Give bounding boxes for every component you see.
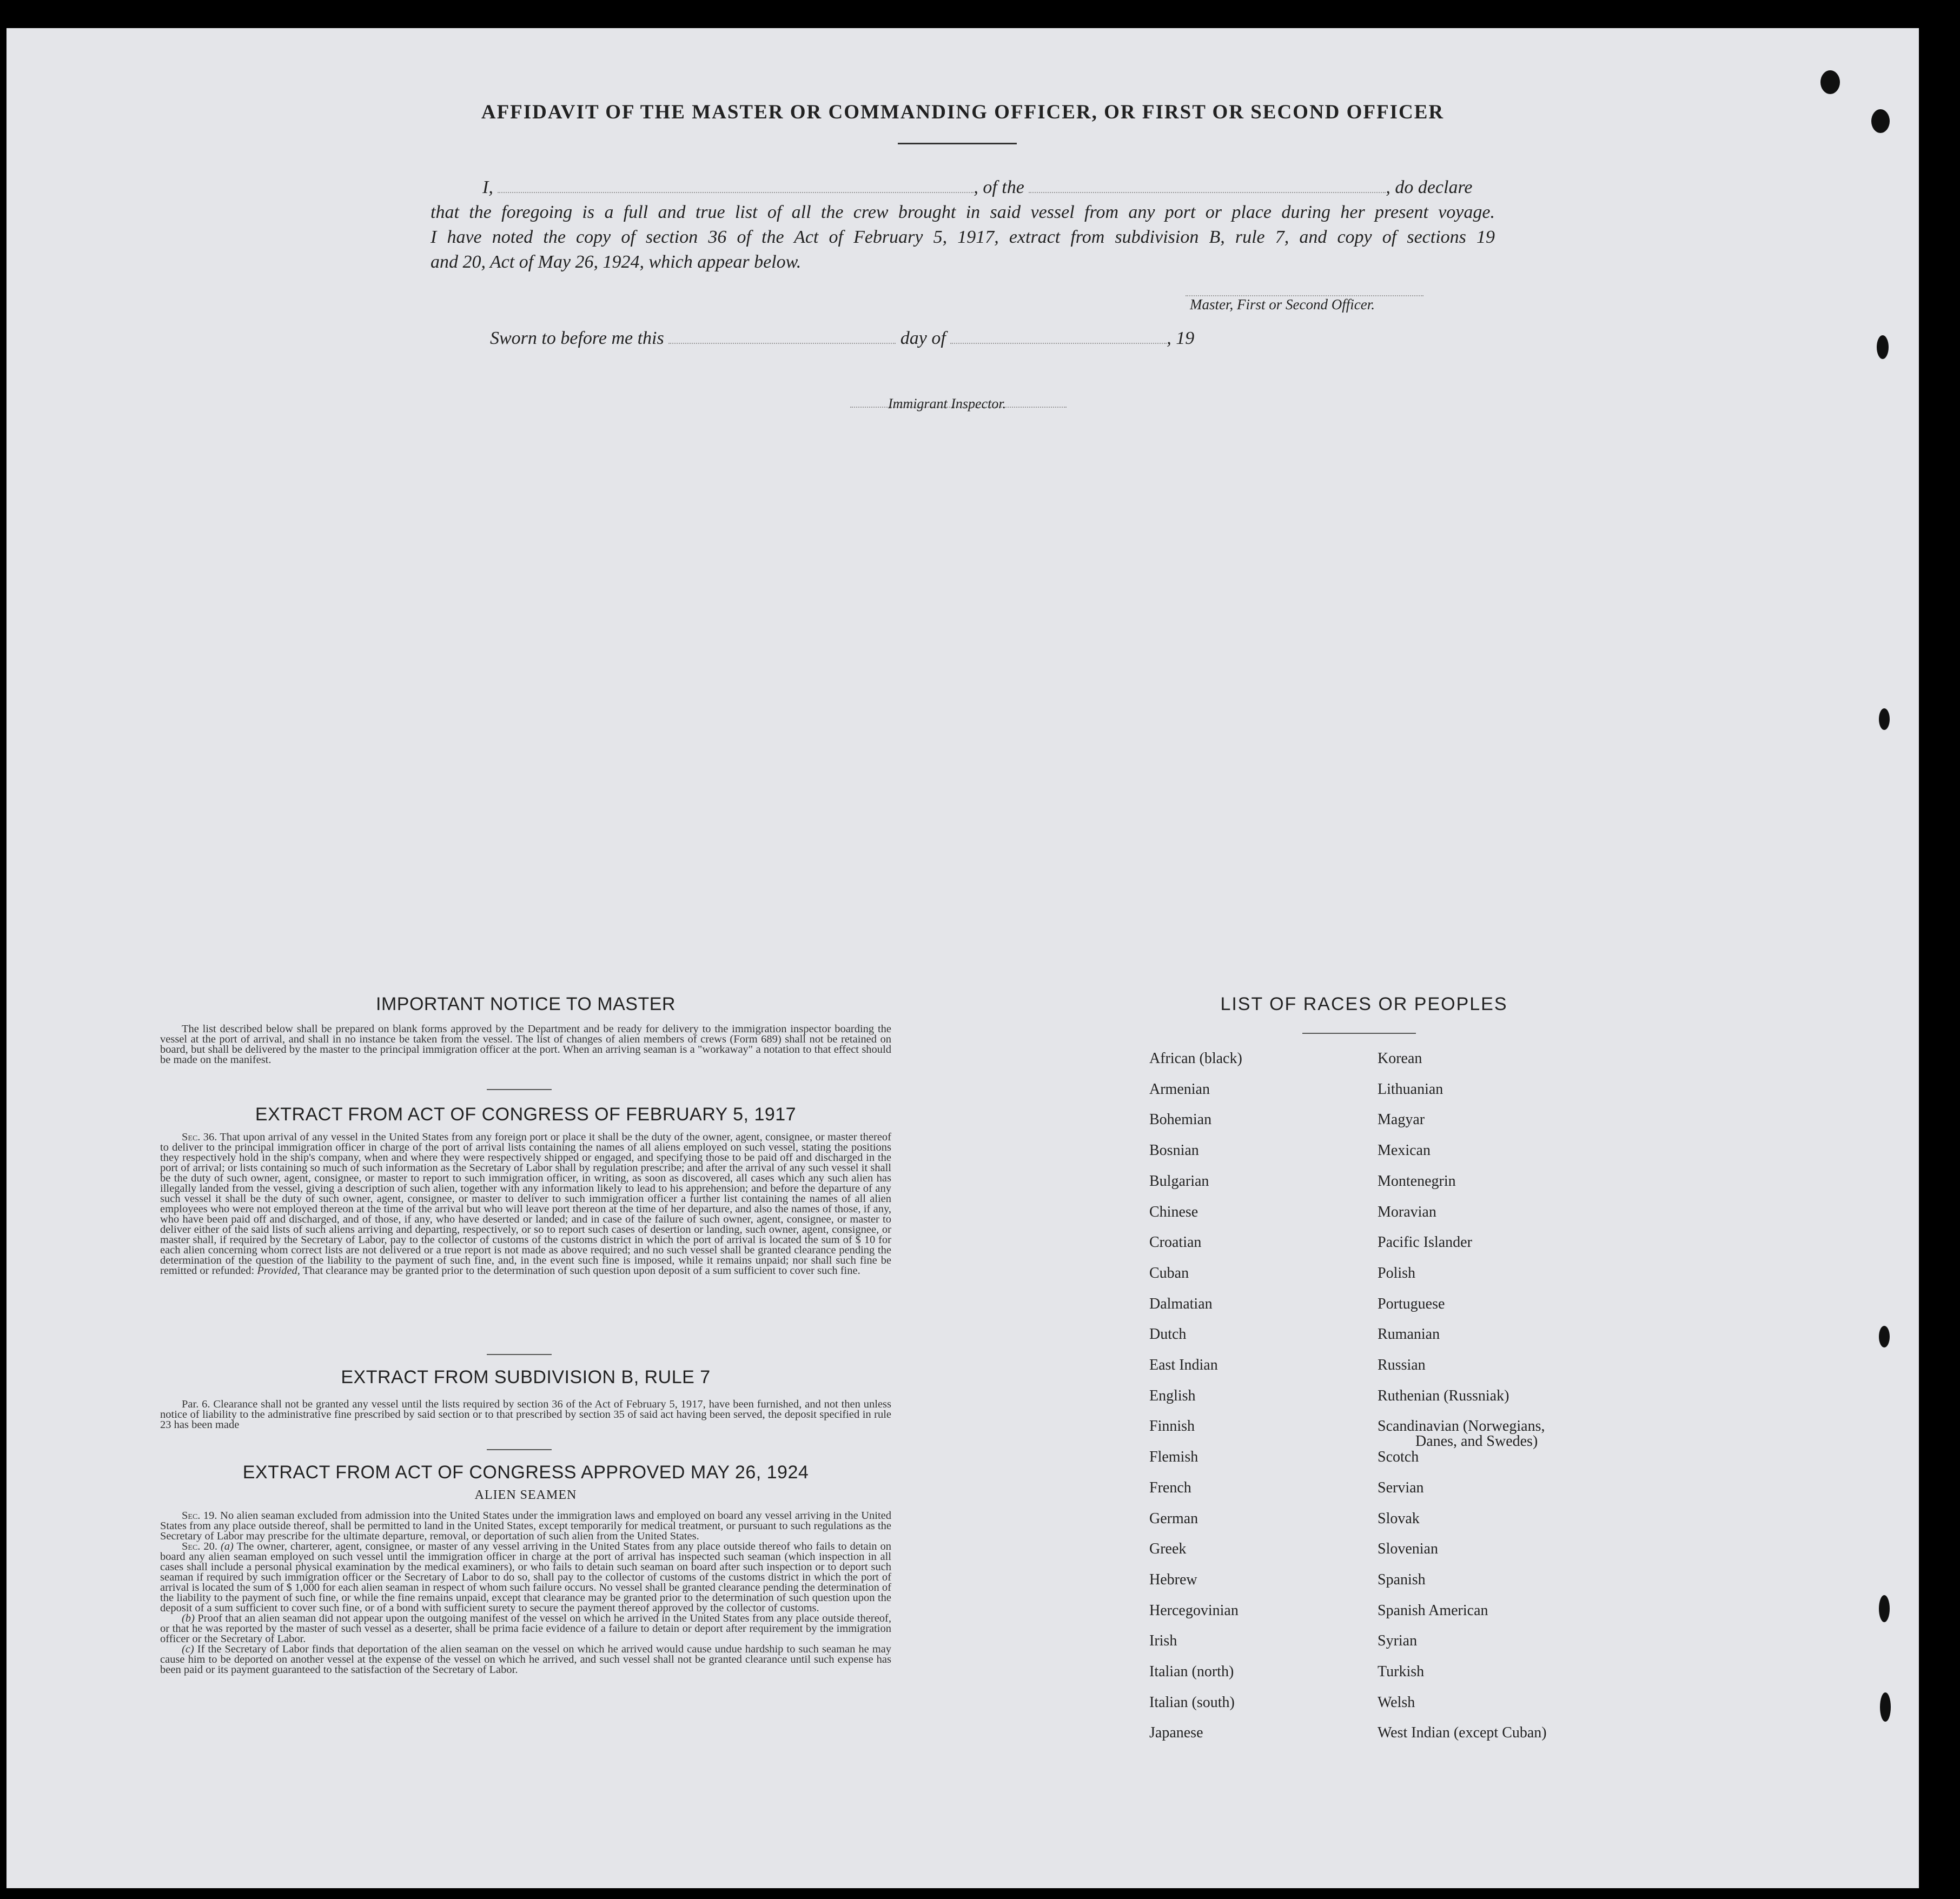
section-divider [487, 1449, 552, 1450]
punch-hole [1879, 1326, 1890, 1347]
race-item: Spanish American [1378, 1602, 1488, 1619]
master-signature-label: Master, First or Second Officer. [1190, 296, 1375, 313]
sec20b-text: Proof that an alien seaman did not appear upon the outgoing manifest of the vessel on which he arrived in the United States from any place outside thereof, or that he was reported by the master of such vessel as a deserter, shall be prima facie evidence of a failure to detain or deport after requirement by the immigration officer or the Secretary of Labor. [160, 1612, 891, 1645]
extract-1924-heading: EXTRACT FROM ACT OF CONGRESS APPROVED MAY 26, 1924 [242, 1462, 809, 1483]
race-item: Bohemian [1149, 1111, 1212, 1128]
sec36-label: Sec. 36. [182, 1131, 217, 1143]
sec20c-label: (c) [182, 1643, 194, 1655]
rule7-text: Par. 6. Clearance shall not be granted any vessel until the lists required by section 36 of the Act of February 5, 1917, have been furnished, and not then unless notice of liability to the administrative fine prescribed by said section or to that prescribed by section 35 of said act having been served, the deposit specified in rule 23 has been made [160, 1398, 891, 1431]
notice-body [160, 1024, 891, 1065]
race-item: Lithuanian [1378, 1080, 1443, 1098]
race-item: Slovenian [1378, 1541, 1438, 1558]
extract-rule7-heading: EXTRACT FROM SUBDIVISION B, RULE 7 [341, 1367, 711, 1387]
race-item: Polish [1378, 1264, 1416, 1282]
punch-hole [1879, 1595, 1890, 1622]
sec19-text: No alien seaman excluded from admission into the United States under the immigration laws and employed on board any vessel arriving in the United States from any place outside thereof, shall be permitted to land in the United States, except temporarily for medical treatment, or pursuant to such regulations as the Secretary of Labor may prescribe for the ultimate departure, removal, or deportation of such alien from the United States. [160, 1510, 892, 1542]
sec20a-label: (a) [220, 1541, 234, 1552]
race-item: Turkish [1378, 1663, 1425, 1680]
race-item: Magyar [1378, 1111, 1425, 1128]
name-field[interactable] [498, 176, 974, 193]
race-item: Irish [1149, 1632, 1177, 1650]
sworn-day-field[interactable] [668, 327, 896, 344]
punch-hole [1879, 708, 1890, 730]
do-declare-label: , do declare [1386, 177, 1473, 197]
race-item: Italian (north) [1149, 1663, 1234, 1680]
race-item: Moravian [1378, 1203, 1436, 1220]
race-item: Chinese [1149, 1203, 1198, 1220]
notice-heading: IMPORTANT NOTICE TO MASTER [376, 994, 676, 1014]
race-item: Italian (south) [1149, 1694, 1235, 1711]
race-item: Greek [1149, 1541, 1187, 1558]
section-divider [487, 1089, 552, 1090]
race-item: Russian [1378, 1357, 1426, 1373]
extract-1917-body [160, 1132, 891, 1276]
race-item: Dutch [1149, 1326, 1187, 1343]
i-label: I, [482, 177, 493, 197]
race-item: Scandinavian (Norwegians, [1378, 1418, 1545, 1435]
race-item: Cuban [1149, 1264, 1189, 1282]
sec20-label: Sec. 20. [182, 1541, 218, 1552]
race-item: Flemish [1149, 1449, 1198, 1466]
race-item-continuation: Danes, and Swedes) [1415, 1433, 1538, 1450]
declaration-line-1 [431, 175, 1495, 200]
alien-seamen-subheading: ALIEN SEAMEN [474, 1488, 577, 1502]
inspector-label: Immigrant Inspector. [888, 396, 1007, 411]
race-item: Croatian [1149, 1234, 1202, 1251]
sec20b-label: (b) [182, 1612, 195, 1624]
race-item: West Indian (except Cuban) [1378, 1724, 1547, 1742]
extract-1917-heading: EXTRACT FROM ACT OF CONGRESS OF FEBRUARY 5, 1917 [255, 1104, 797, 1125]
year-label: , 19 [1167, 328, 1195, 348]
vessel-field[interactable] [1029, 176, 1386, 193]
proviso-label: Provided, [257, 1265, 300, 1277]
race-item: Syrian [1378, 1632, 1418, 1650]
race-item: English [1149, 1387, 1196, 1404]
affidavit-title: AFFIDAVIT OF THE MASTER OR COMMANDING OFFICER, OR FIRST OR SECOND OFFICER [481, 101, 1445, 123]
notice-text: The list described below shall be prepared on blank forms approved by the Department and be ready for delivery to the immigration inspector boarding the vessel at the port of arrival, and shall in no instance be taken from the vessel. The list of changes of alien members of crews (Form 689) shall not be retained on board, but shall be delivered by the master to the principal immigration officer at the port. When an arriving seaman is a "workaway" a notation to that effect should be made on the manifest. [160, 1023, 891, 1066]
race-item: Korean [1378, 1050, 1422, 1067]
declaration-line-4: and 20, Act of May 26, 1924, which appear below. [431, 252, 802, 272]
sworn-month-field[interactable] [950, 327, 1167, 344]
race-item: Dalmatian [1149, 1295, 1213, 1312]
punch-hole [1820, 70, 1840, 94]
declaration-line-2: that the foregoing is a full and true list of all the crew brought in said vessel from any port or place during her present voyage. [431, 202, 1495, 222]
race-item: Bulgarian [1149, 1172, 1209, 1190]
title-divider [898, 143, 1017, 144]
day-of-label: day of [900, 328, 946, 348]
race-item: Servian [1378, 1479, 1424, 1496]
punch-hole [1880, 1692, 1891, 1722]
race-item: Finnish [1149, 1418, 1195, 1435]
race-item: Spanish [1378, 1571, 1426, 1588]
race-item: Portuguese [1378, 1295, 1445, 1312]
race-item: Hercegovinian [1149, 1602, 1239, 1619]
race-item: Bosnian [1149, 1142, 1199, 1159]
sec20c-text: If the Secretary of Labor finds that deportation of the alien seaman on the vessel on which he arrived would cause undue hardship to such seaman he may cause him to be deported on another vessel at the expense of the vessel on which he arrived, and such vessel shall not be granted clearance until such expense has been paid or its payment guaranteed to the satisfaction of the Secretary of Labor. [160, 1643, 891, 1676]
race-item: Japanese [1149, 1724, 1203, 1742]
proviso-text: That clearance may be granted prior to the determination of such question upon deposit of a sum sufficient to cover such fine. [302, 1265, 860, 1277]
race-item: East Indian [1149, 1357, 1218, 1373]
race-item: Montenegrin [1378, 1172, 1456, 1190]
punch-hole [1877, 335, 1889, 359]
race-item: French [1149, 1479, 1191, 1496]
extract-1924-body [160, 1511, 891, 1675]
races-heading: LIST OF RACES OR PEOPLES [1220, 994, 1508, 1014]
race-item: Hebrew [1149, 1571, 1197, 1588]
declaration-line-3: I have noted the copy of section 36 of the Act of February 5, 1917, extract from subdivision B, rule 7, and copy of sections 19 [431, 227, 1495, 247]
race-item: Welsh [1378, 1694, 1415, 1711]
sworn-label: Sworn to before me this [490, 328, 664, 348]
race-item: German [1149, 1510, 1198, 1527]
race-item: Rumanian [1378, 1326, 1440, 1343]
of-the-label: , of the [974, 177, 1024, 197]
sworn-line [490, 327, 1194, 349]
race-item: Armenian [1149, 1080, 1210, 1098]
race-item: Pacific Islander [1378, 1234, 1472, 1251]
race-item: Scotch [1378, 1449, 1419, 1466]
sec20a-text: The owner, charterer, agent, consignee, or master of any vessel arriving in the United States from any place outside thereof who fails to detain on board any alien seaman employed on such vessel until the immigration officer in charge at the port of arrival has inspected such seaman (which inspection in all cases shall include a personal physical examination by the medical examiners), or who fails to detain such seaman on board after such inspection or to deport such seaman if required by such immigration officer or the Secretary of Labor to do so, shall pay to the collector of customs of the customs district in which the port of arrival is located the sum of $ 1,000 for each alien seaman in respect of whom such failure occurs. No vessel shall be granted clearance pending the determination of the liability to the payment of such fine, or while the fine remains unpaid, except that clearance may be granted prior to the determination of such question upon the deposit of a sum sufficient to cover such fine, or of a bond with sufficient surety to secure the payment thereof approved by the collector of customs. [160, 1541, 891, 1614]
extract-rule7-body [160, 1399, 891, 1430]
races-divider [1302, 1033, 1416, 1034]
section-divider [487, 1354, 552, 1355]
race-item: Mexican [1378, 1142, 1431, 1159]
sec36-text: That upon arrival of any vessel in the United States from any foreign port or place it shall be the duty of the owner, agent, consignee, or master thereof to deliver to the principal immigration officer in charge of the port of arrival lists containing the names of all aliens employed on such vessel, stating the positions they respectively hold in the ship's company, when and where they were respectively shipped or engaged, and specifying those to be paid off and discharged in the port of arrival; or lists containing so much of such information as the Secretary of Labor shall by regulation prescribe; and after the arrival of any such vessel it shall be the duty of such owner, agent, consignee, or master to report to such immigration officer, in writing, as soon as discovered, all cases which any such alien has illegally landed from the vessel, giving a description of such alien, together with any information likely to lead to his apprehension; and before the departure of any such vessel it shall be the duty of such owner, agent, consignee, or master to deliver to such immigration officer a further list containing the names of all alien employees who were not employed thereon at the time of the arrival but who will leave port thereon at the time of her departure, and also the names of those, if any, who have been paid off and discharged, and of those, if any, who have deserted or landed; and in case of the failure of such owner, agent, consignee, or master to deliver either of the said lists of such aliens arriving and departing, respectively, or so to report such cases of desertion or landing, such owner, agent, consignee, or master shall, if required by the Secretary of Labor, pay to the collector of customs of the customs district in which the port of arrival is located the sum of $ 10 for each alien concerning whom correct lists are not delivered or a true report is not made as above required; and no such vessel shall be granted clearance pending the determination of the question of the liability to the payment of such fine, and, in the event such fine is imposed, while it remains unpaid; nor shall such fine be remitted or refunded: [160, 1131, 891, 1277]
race-item: Ruthenian (Russniak) [1378, 1387, 1509, 1404]
race-item: African (black) [1149, 1050, 1242, 1067]
document-page [6, 28, 1919, 1888]
sec19-label: Sec. 19. [182, 1510, 217, 1522]
race-item: Slovak [1378, 1510, 1420, 1527]
